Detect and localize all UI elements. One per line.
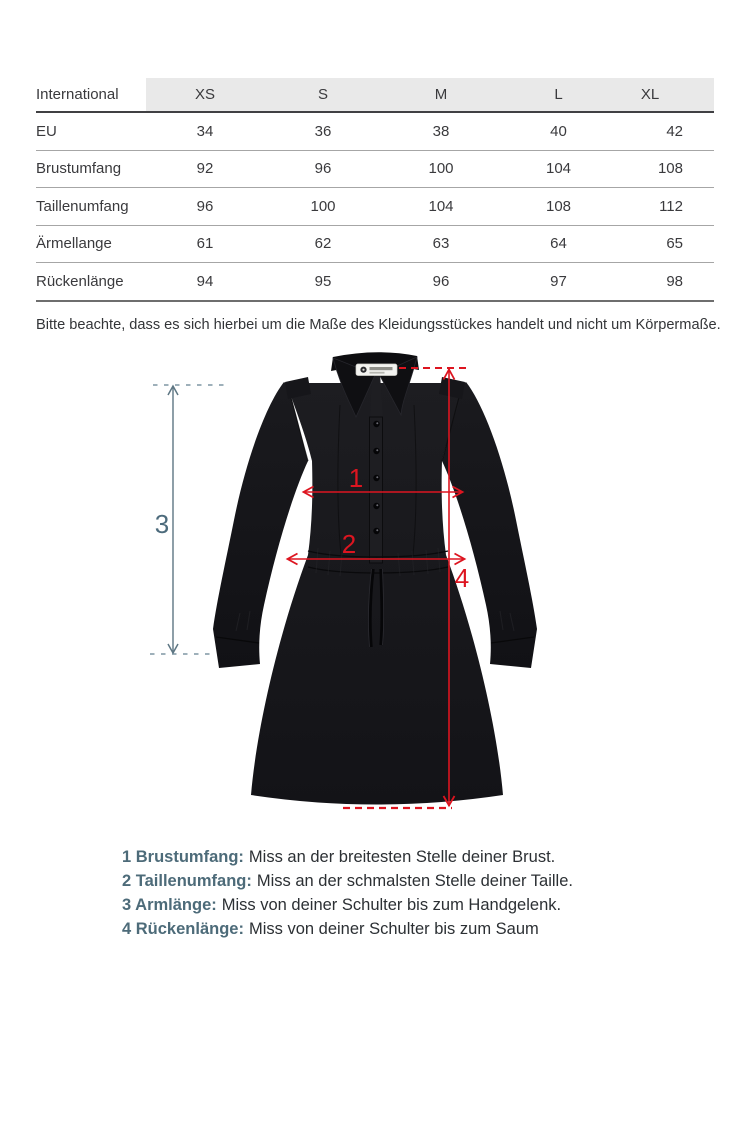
dress-illustration [0, 345, 750, 835]
legend-label: 3 Armlänge: [122, 896, 217, 914]
measurement-note: Bitte beachte, dass es sich hierbei um die Maße des Kleidungsstückes handelt und nicht um Körpermaße. [36, 317, 721, 333]
size-value: 100 [382, 150, 500, 188]
table-row-eu [36, 112, 714, 150]
table-row-taillenumfang [36, 188, 714, 226]
size-value: 63 [382, 225, 500, 263]
size-value: 62 [264, 225, 382, 263]
table-row-aermellange [36, 225, 714, 263]
size-value: 92 [146, 150, 264, 188]
legend-label: 1 Brustumfang: [122, 848, 244, 866]
legend-item-arm [122, 893, 573, 917]
size-value: 108 [617, 150, 714, 188]
size-value: 96 [382, 263, 500, 301]
size-value: 112 [617, 188, 714, 226]
size-value: 95 [264, 263, 382, 301]
back-marker-label: 4 [454, 563, 470, 593]
size-col-header-m: M [382, 78, 500, 112]
corner-header: International [36, 78, 146, 112]
row-label: Brustumfang [36, 150, 146, 188]
size-value: 104 [500, 150, 617, 188]
size-value: 65 [617, 225, 714, 263]
row-label: Taillenumfang [36, 188, 146, 226]
size-value: 36 [264, 112, 382, 150]
table-row-brustumfang [36, 150, 714, 188]
measurement-legend [122, 845, 573, 941]
size-value: 38 [382, 112, 500, 150]
table-row-rueckenlaenge [36, 263, 714, 301]
legend-label: 4 Rückenlänge: [122, 920, 244, 938]
size-value: 61 [146, 225, 264, 263]
size-chart-table [36, 78, 714, 302]
legend-text: Miss an der schmalsten Stelle deiner Taille. [256, 872, 573, 890]
size-value: 96 [146, 188, 264, 226]
size-col-header-l: L [500, 78, 617, 112]
waist-marker-label: 2 [341, 529, 357, 559]
size-value: 40 [500, 112, 617, 150]
row-label: Ärmellange [36, 225, 146, 263]
size-value: 98 [617, 263, 714, 301]
size-value: 104 [382, 188, 500, 226]
size-value: 100 [264, 188, 382, 226]
legend-text: Miss von deiner Schulter bis zum Handgelenk. [221, 896, 562, 914]
size-col-header-xs: XS [146, 78, 264, 112]
bust-marker-label: 1 [348, 463, 364, 493]
size-col-header-xl: XL [617, 78, 714, 112]
legend-item-back [122, 917, 573, 941]
size-value: 96 [264, 150, 382, 188]
brand-label-text [370, 367, 393, 370]
size-chart-header-row [36, 78, 714, 112]
size-value: 94 [146, 263, 264, 301]
size-col-header-s: S [264, 78, 382, 112]
legend-text: Miss von deiner Schulter bis zum Saum [248, 920, 539, 938]
dress-measurement-figure [0, 345, 750, 835]
brand-label [356, 364, 397, 376]
legend-label: 2 Taillenumfang: [122, 872, 252, 890]
arm-marker-label: 3 [154, 509, 170, 539]
row-label: Rückenlänge [36, 263, 146, 301]
legend-item-waist [122, 869, 573, 893]
legend-item-bust [122, 845, 573, 869]
size-value: 42 [617, 112, 714, 150]
row-label: EU [36, 112, 146, 150]
size-value: 34 [146, 112, 264, 150]
size-value: 97 [500, 263, 617, 301]
legend-text: Miss an der breitesten Stelle deiner Brust. [248, 848, 556, 866]
size-value: 108 [500, 188, 617, 226]
size-value: 64 [500, 225, 617, 263]
button-placket [370, 417, 383, 563]
